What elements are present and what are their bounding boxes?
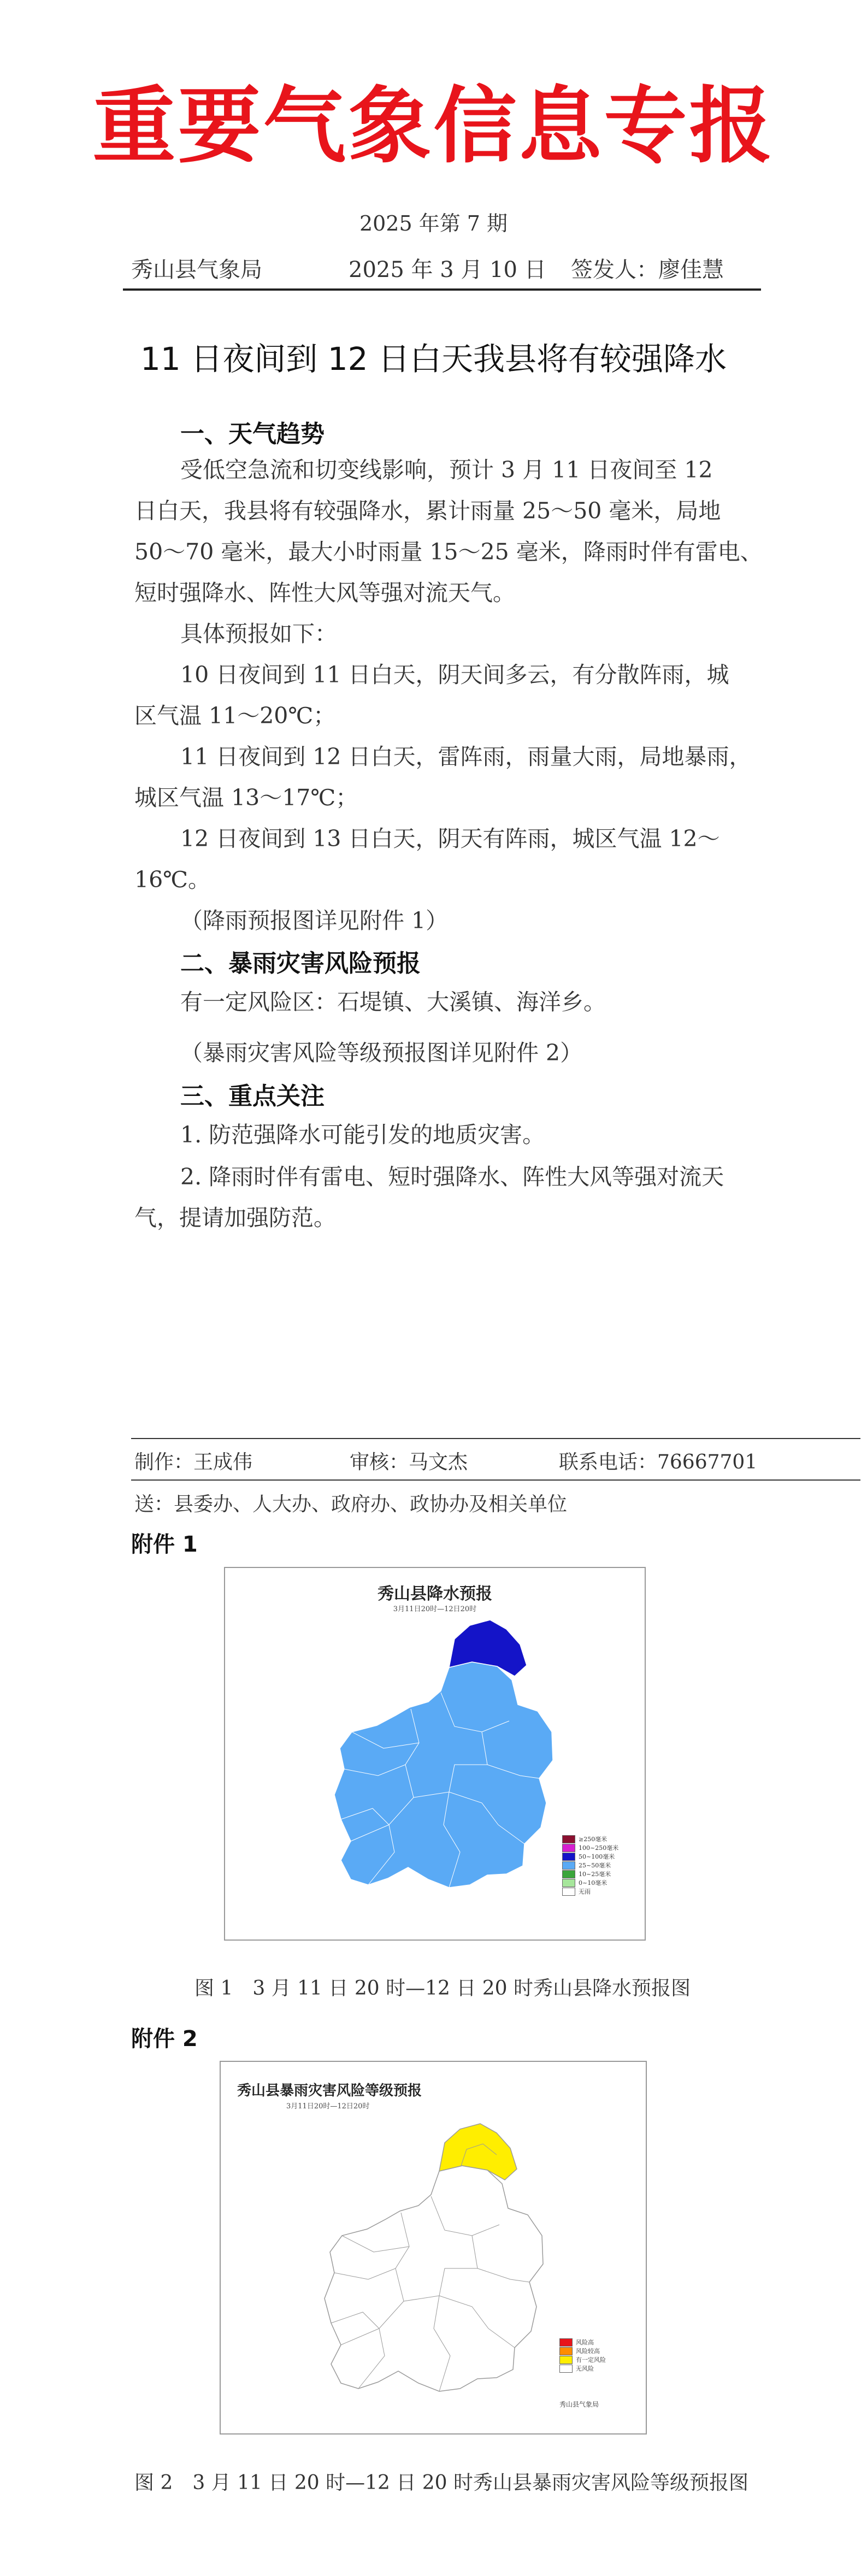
legend-swatch	[562, 1888, 575, 1896]
para-line: 50～70 毫米，最大小时雨量 15～25 毫米，降雨时伴有雷电、	[134, 539, 763, 565]
legend-item	[562, 1852, 618, 1861]
legend-item	[559, 2355, 606, 2364]
legend-swatch	[559, 2365, 573, 2373]
county-main-area	[325, 2166, 543, 2391]
rain-forecast-map	[224, 1567, 646, 1941]
legend-item	[562, 1835, 618, 1843]
section-rainstorm-risk-title: 二、暴雨灾害风险预报	[180, 950, 421, 977]
legend-swatch	[562, 1835, 575, 1843]
risk-map-title: 秀山县暴雨灾害风险等级预报	[237, 2083, 422, 2099]
issue-date: 2025 年 3 月 10 日	[349, 257, 546, 282]
legend-label: 25~50毫米	[579, 1862, 611, 1869]
legend-label: 0~10毫米	[579, 1879, 608, 1887]
rain-map-subtitle: 3月11日20时—12日20时	[393, 1605, 477, 1613]
figure-1-caption: 图 1 3 月 11 日 20 时—12 日 20 时秀山县降水预报图	[194, 1977, 691, 2000]
county-main-area	[334, 1662, 553, 1888]
risk-forecast-map	[220, 2061, 647, 2434]
para-line: 有一定风险区：石堤镇、大溪镇、海洋乡。	[180, 989, 606, 1015]
legend-label: 风险高	[576, 2339, 594, 2346]
legend-item	[559, 2364, 606, 2373]
legend-item	[562, 1878, 618, 1887]
rain-map-legend	[562, 1835, 618, 1896]
footer-mid-divider	[131, 1479, 860, 1481]
legend-label: 风险较高	[576, 2348, 600, 2355]
contact-phone: 联系电话：76667701	[559, 1451, 758, 1473]
risk-map-legend	[559, 2338, 606, 2373]
attachment-2-label: 附件 2	[131, 2026, 198, 2052]
legend-item	[562, 1887, 618, 1896]
legend-swatch	[559, 2347, 573, 2355]
report-title: 重要气象信息专报	[92, 76, 775, 174]
para-line: 短时强降水、阵性大风等强对流天气。	[134, 580, 515, 606]
attachment-note: （降雨预报图详见附件 1）	[180, 907, 449, 934]
signer: 签发人：廖佳慧	[571, 257, 724, 282]
para-line: 具体预报如下：	[180, 621, 337, 647]
para-line: 1. 防范强降水可能引发的地质灾害。	[180, 1122, 545, 1148]
risk-map-subtitle: 3月11日20时—12日20时	[286, 2102, 370, 2111]
para-line: 受低空急流和切变线影响，预计 3 月 11 日夜间至 12	[180, 457, 713, 483]
legend-label: ≥250毫米	[579, 1836, 608, 1843]
legend-swatch	[562, 1870, 575, 1878]
legend-item	[559, 2338, 606, 2347]
reviewer: 审核：马文杰	[350, 1451, 468, 1473]
para-line: 区气温 11～20℃；	[134, 703, 336, 729]
header-divider	[123, 288, 761, 291]
distribution-list: 送：县委办、人大办、政府办、政协办及相关单位	[134, 1493, 568, 1516]
section-weather-trend-title: 一、天气趋势	[180, 420, 325, 448]
figure-2-caption: 图 2 3 月 11 日 20 时—12 日 20 时秀山县暴雨灾害风险等级预报图	[134, 2472, 749, 2494]
para-line: 16℃。	[134, 866, 211, 893]
attachment-note: （暴雨灾害风险等级预报图详见附件 2）	[180, 1040, 583, 1066]
footer-top-divider	[131, 1438, 860, 1439]
legend-label: 无雨	[579, 1888, 591, 1895]
legend-item	[562, 1870, 618, 1878]
headline: 11 日夜间到 12 日白天我县将有较强降水	[140, 340, 727, 378]
agency-name: 秀山县气象局	[131, 257, 262, 282]
para-line: 气，提请加强防范。	[134, 1205, 336, 1231]
legend-item	[562, 1861, 618, 1870]
para-line: 12 日夜间到 13 日白天，阴天有阵雨，城区气温 12～	[180, 826, 720, 852]
legend-swatch	[559, 2338, 573, 2347]
para-line: 2. 降雨时伴有雷电、短时强降水、阵性大风等强对流天	[180, 1164, 724, 1190]
para-line: 11 日夜间到 12 日白天，雷阵雨，雨量大雨，局地暴雨，	[180, 744, 752, 770]
attachment-1-label: 附件 1	[131, 1532, 198, 1557]
legend-swatch	[562, 1853, 575, 1861]
para-line: 城区气温 13～17℃；	[134, 785, 358, 811]
rain-map-title: 秀山县降水预报	[378, 1584, 492, 1604]
legend-swatch	[562, 1861, 575, 1870]
producer: 制作：王成伟	[134, 1451, 253, 1473]
legend-swatch	[562, 1879, 575, 1887]
legend-label: 100~250毫米	[579, 1844, 619, 1852]
legend-label: 无风险	[576, 2365, 594, 2372]
risk-map-source: 秀山县气象局	[559, 2401, 599, 2408]
risk-map-graphic	[221, 2062, 646, 2433]
section-key-focus-title: 三、重点关注	[180, 1082, 325, 1110]
legend-label: 50~100毫米	[579, 1853, 615, 1860]
legend-swatch	[559, 2356, 573, 2364]
para-line: 10 日夜间到 11 日白天，阴天间多云，有分散阵雨，城	[180, 662, 729, 688]
legend-swatch	[562, 1844, 575, 1852]
para-line: 日白天，我县将有较强降水，累计雨量 25～50 毫米，局地	[134, 498, 721, 524]
legend-label: 有一定风险	[576, 2356, 606, 2363]
legend-item	[562, 1843, 618, 1852]
legend-label: 10~25毫米	[579, 1871, 611, 1878]
legend-item	[559, 2347, 606, 2355]
issue-number: 2025 年第 7 期	[359, 211, 508, 235]
